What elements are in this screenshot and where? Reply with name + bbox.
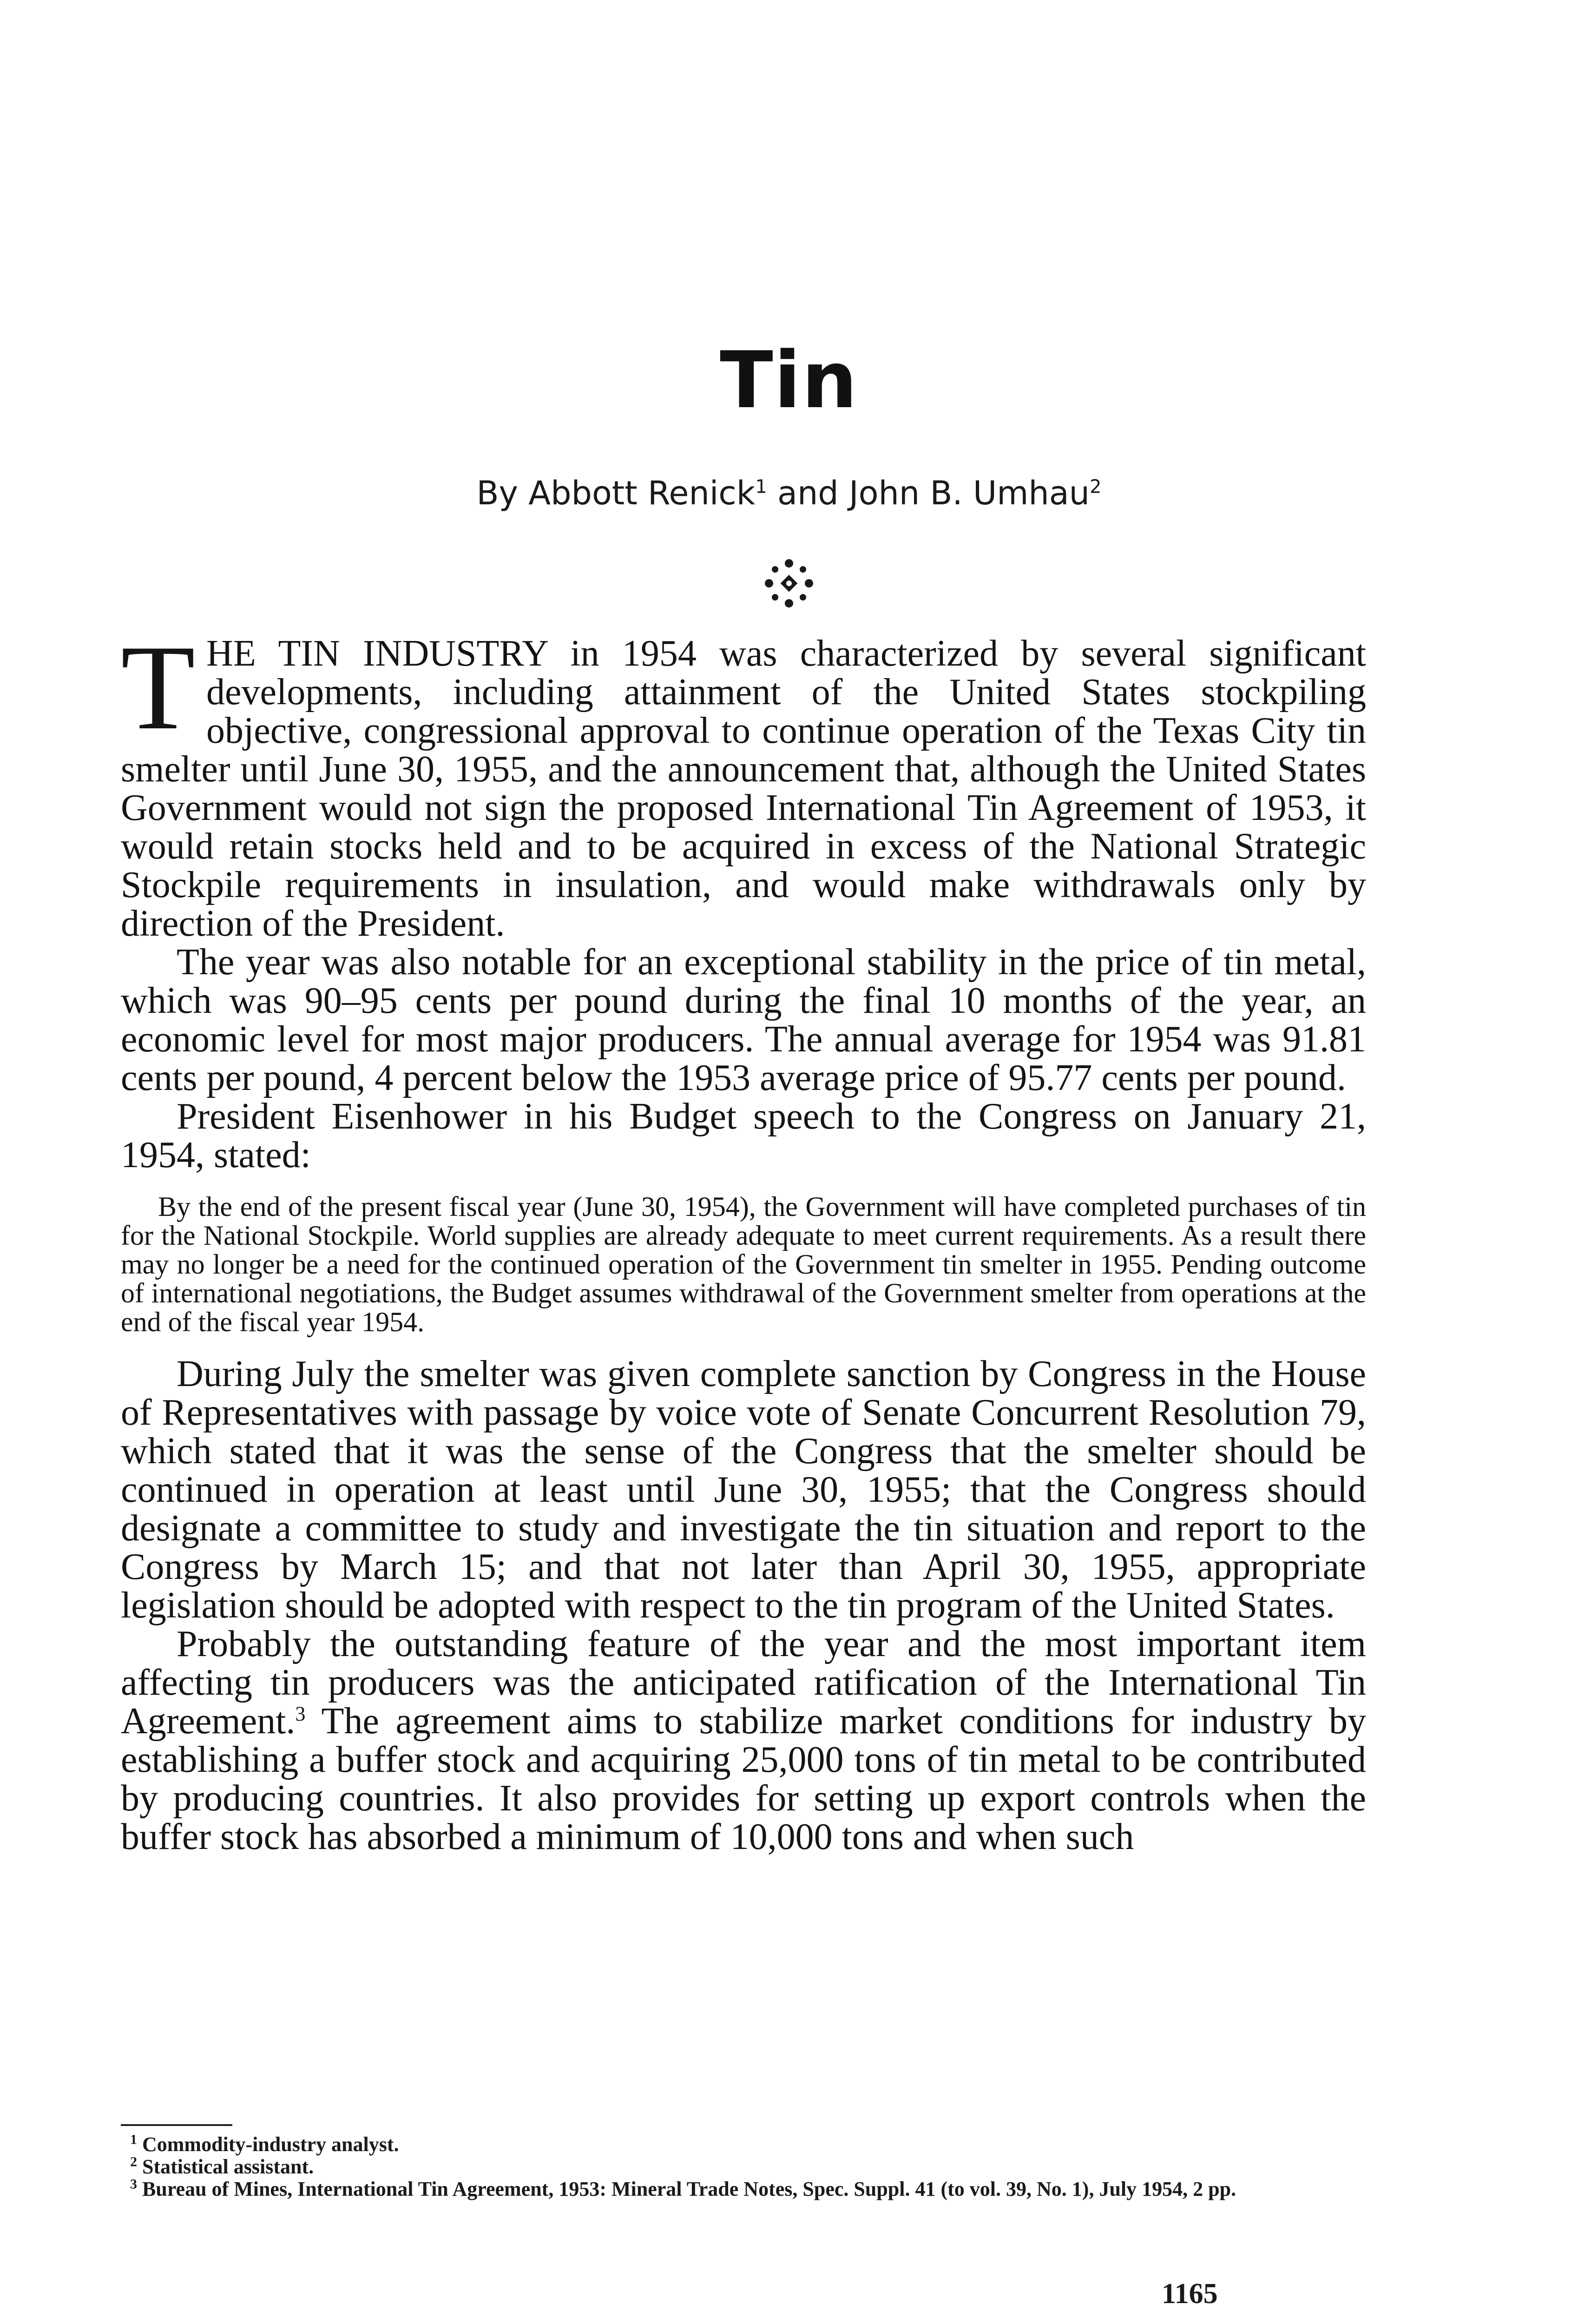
- article-body: [121, 620, 1366, 1857]
- footnote: $^2$ Statistical assistant.: [130, 2154, 314, 2178]
- article-title: Tin: [720, 335, 858, 426]
- paragraph-budget-speech: President Eisenhower in his Budget speech to the Congress on January 21, 1954, stated:: [121, 1096, 1366, 1175]
- paragraph-agreement: Probably the outstanding feature of the year and the most important item affecting tin producers was the anticipated ratification of the International Tin Agreement.$^3$ The agreement aims to stabilize market conditions for industry by establishing a buffer stock and acquiring 25,000 tons of tin metal to be contributed by producing countries. It also provides for setting up export controls when the buffer stock has absorbed a minimum of 10,000 tons and when such: [121, 1624, 1366, 1857]
- page-number: 1165: [1162, 2278, 1218, 2310]
- byline-authors-part1: By Abbott Renick: [476, 474, 756, 512]
- paragraph-intro: THE TIN INDUSTRY in 1954 was characterized by several significant developments, including attainment of the United States stockpiling objective, congressional approval to continue operation of the Texas City tin smelter until June 30, 1955, and the announcement that, although the United States Government would not sign the proposed International Tin Agreement of 1953, it would retain stocks held and to be acquired in excess of the National Strategic Stockpile requirements in insulation, and would make withdrawals only by direction of the President.: [121, 620, 1366, 944]
- ornament-icon: [0, 558, 1578, 611]
- footnote-ref-3: 3: [295, 1702, 306, 1725]
- block-quote: By the end of the present fiscal year (June 30, 1954), the Government will have completed purchases of tin for the National Stockpile. World supplies are already adequate to meet current requirements. As a result there may no longer be a need for the continued operation of the Government tin smelter in 1955. Pending outcome of international negotiations, the Budget assumes withdrawal of the Government smelter from operations at the end of the fiscal year 1954.: [121, 1191, 1366, 1337]
- footnote-ref-2: 2: [1090, 476, 1102, 498]
- byline-authors-part2: and John B. Umhau: [767, 474, 1090, 512]
- footnote-ref-1: 1: [755, 476, 767, 498]
- author-byline: [0, 474, 1578, 512]
- drop-cap: T: [121, 620, 196, 755]
- paragraph-price: The year was also notable for an exceptional stability in the price of tin metal, which was 90–95 cents per pound during the final 10 months of the year, an economic level for most major producers. The annual average for 1954 was 91.81 cents per pound, 4 percent below the 1953 average price of 95.77 cents per pound.: [121, 942, 1366, 1098]
- footnote: $^3$ Bureau of Mines, International Tin Agreement, 1953: Mineral Trade Notes, Spec. Suppl. 41 (to vol. 39, No. 1), July 1954, 2 pp.: [130, 2176, 1236, 2200]
- footnote: $^1$ Commodity-industry analyst.: [130, 2132, 399, 2156]
- paragraph-smelter: During July the smelter was given complete sanction by Congress in the House of Representatives with passage by voice vote of Senate Concurrent Resolution 79, which stated that it was the sense of the Congress that the smelter should be continued in operation at least until June 30, 1955; that the Congress should designate a committee to study and investigate the tin situation and report to the Congress by March 15; and that not later than April 30, 1955, appropriate legislation should be adopted with respect to the tin program of the United States.: [121, 1353, 1366, 1626]
- footnotes: [121, 2133, 1366, 2200]
- footnote-divider: [121, 2124, 232, 2126]
